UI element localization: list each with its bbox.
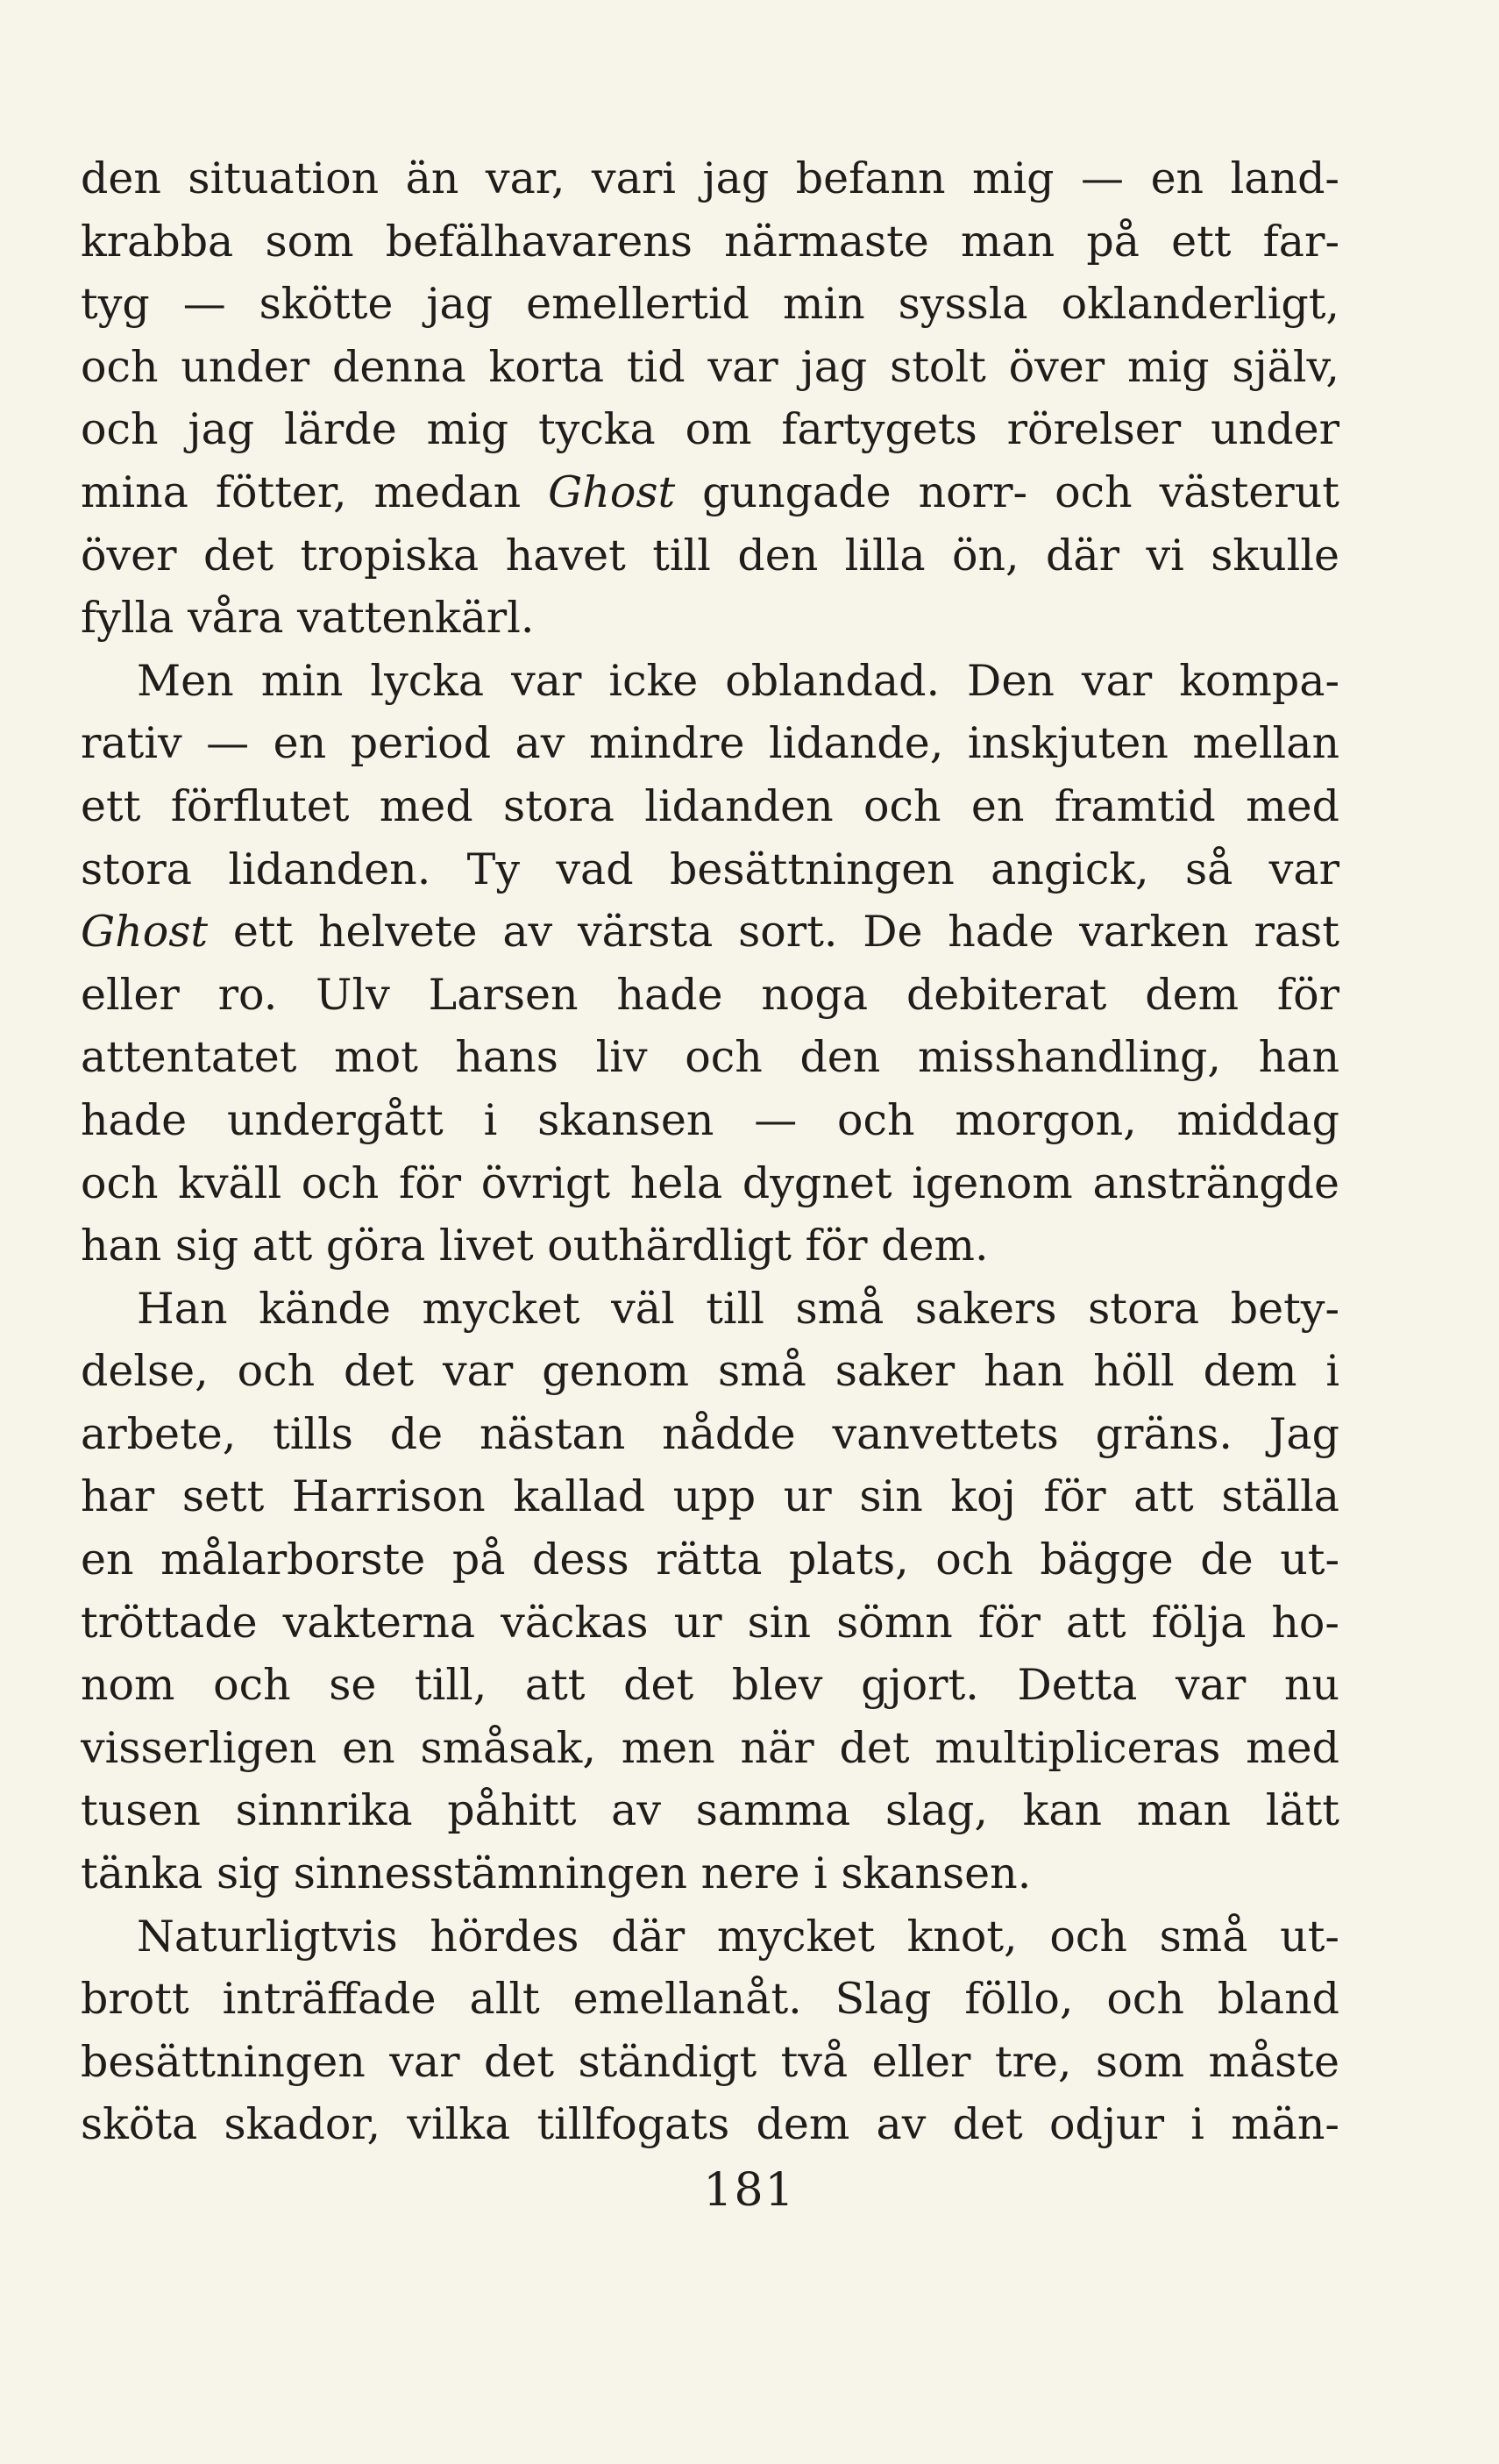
text-line	[81, 1842, 1339, 1905]
text-line	[81, 1340, 1339, 1403]
text-segment: tyg — skötte jag emellertid min syssla oklanderligt,	[81, 279, 1339, 330]
text-line	[81, 1465, 1339, 1528]
text-segment: gungade norr- och västerut	[675, 466, 1339, 517]
page-number: 181	[703, 2164, 796, 2217]
text-segment: rativ — en period av mindre lidande, inskjuten mellan	[81, 718, 1339, 769]
text-segment: arbete, tills de nästan nådde vanvettets gräns. Jag	[81, 1408, 1339, 1459]
text-segment: ett helvete av värsta sort. De hade varken rast	[208, 907, 1339, 958]
text-line	[81, 1528, 1339, 1592]
text-line	[81, 461, 1339, 524]
text-segment: mina fötter, medan	[81, 466, 549, 517]
text-segment: tänka sig sinnesstämningen nere i skansen.	[81, 1848, 1032, 1899]
text-line	[81, 901, 1339, 964]
text-line	[81, 2031, 1339, 2094]
text-line	[81, 398, 1339, 461]
text-line	[81, 1026, 1339, 1089]
text-segment: han sig att göra livet outhärdligt för dem.	[81, 1221, 989, 1271]
text-line	[81, 650, 1339, 713]
text-segment: besättningen var det ständigt två eller tre, som måste	[81, 2036, 1339, 2087]
text-line	[81, 1278, 1339, 1341]
text-segment: över det tropiska havet till den lilla ön, där vi skulle	[81, 530, 1339, 580]
text-line	[81, 1152, 1339, 1215]
text-segment: och kväll och för övrigt hela dygnet igenom ansträngde	[81, 1157, 1339, 1208]
text-segment: krabba som befälhavarens närmaste man på ett far-	[81, 216, 1339, 267]
text-line	[81, 1403, 1339, 1466]
text-segment: sköta skador, vilka tillfogats dem av det odjur i män-	[81, 2099, 1339, 2150]
text-line	[81, 273, 1339, 336]
text-line	[81, 964, 1339, 1027]
text-segment: tusen sinnrika påhitt av samma slag, kan man lätt	[81, 1785, 1339, 1836]
text-line	[81, 1214, 1339, 1278]
italic-ship-name: Ghost	[81, 907, 209, 958]
text-segment: och under denna korta tid var jag stolt över mig själv,	[81, 341, 1339, 392]
text-segment: hade undergått i skansen — och morgon, middag	[81, 1094, 1339, 1145]
text-line	[81, 1717, 1339, 1780]
text-segment: visserligen en småsak, men när det multipliceras med	[81, 1722, 1339, 1773]
text-line	[81, 1968, 1339, 2031]
text-segment: nom och se till, att det blev gjort. Detta var nu	[81, 1660, 1339, 1711]
text-segment: delse, och det var genom små saker han höll dem i	[81, 1346, 1339, 1397]
text-line	[81, 1654, 1339, 1717]
text-line	[81, 838, 1339, 901]
text-line	[81, 2093, 1339, 2156]
text-segment: ett förflutet med stora lidanden och en framtid med	[81, 780, 1339, 831]
text-segment: Naturligtvis hördes där mycket knot, och små ut-	[137, 1911, 1339, 1962]
text-segment: och jag lärde mig tycka om fartygets rörelser under	[81, 404, 1339, 455]
text-line	[81, 210, 1339, 274]
text-segment: fylla våra vattenkärl.	[81, 593, 535, 644]
text-line	[81, 524, 1339, 588]
italic-ship-name: Ghost	[548, 466, 676, 517]
text-line	[81, 147, 1339, 210]
text-line	[81, 712, 1339, 775]
text-line	[81, 336, 1339, 399]
text-line	[81, 1779, 1339, 1842]
text-line	[81, 1089, 1339, 1152]
text-segment: Han kände mycket väl till små sakers stora bety-	[137, 1283, 1339, 1334]
text-segment: den situation än var, vari jag befann mig — en land-	[81, 153, 1339, 203]
text-line	[81, 587, 1339, 650]
text-segment: har sett Harrison kallad upp ur sin koj för att ställa	[81, 1471, 1339, 1522]
text-line	[81, 775, 1339, 838]
text-segment: en målarborste på dess rätta plats, och bägge de ut-	[81, 1535, 1339, 1585]
text-line	[81, 1905, 1339, 1969]
text-segment: eller ro. Ulv Larsen hade noga debiterat dem för	[81, 969, 1339, 1020]
text-segment: stora lidanden. Ty vad besättningen angick, så var	[81, 844, 1339, 894]
text-segment: attentatet mot hans liv och den misshandling, han	[81, 1032, 1339, 1083]
body-text	[81, 147, 1339, 2156]
text-segment: tröttade vakterna väckas ur sin sömn för att följa ho-	[81, 1597, 1339, 1648]
text-segment: Men min lycka var icke oblandad. Den var kompa-	[137, 655, 1339, 706]
text-segment: brott inträffade allt emellanåt. Slag föllo, och bland	[81, 1974, 1339, 2025]
text-line	[81, 1592, 1339, 1655]
